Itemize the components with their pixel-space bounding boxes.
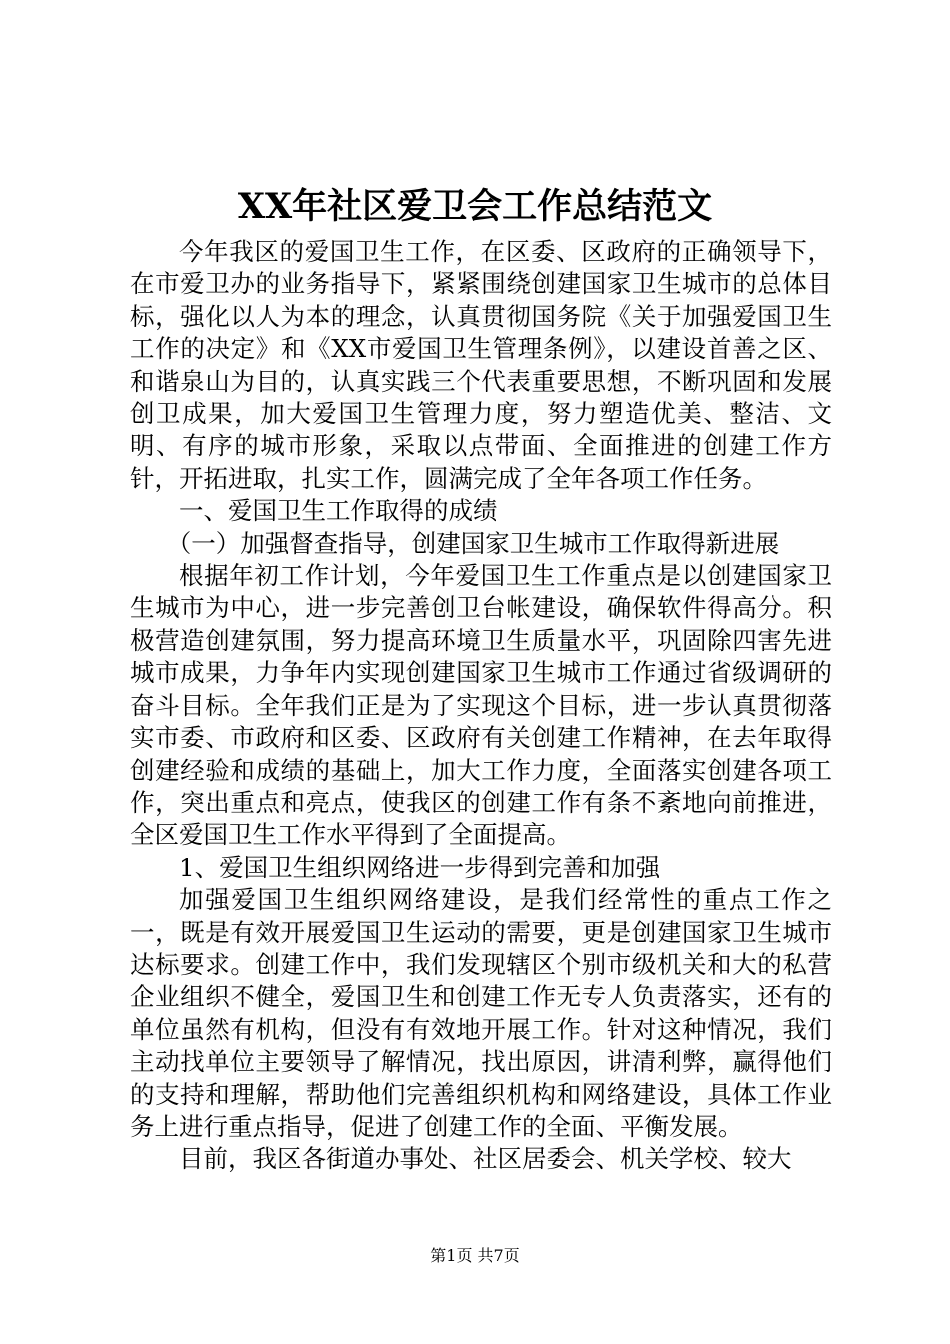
paragraph-organization-network: 加强爱国卫生组织网络建设，是我们经常性的重点工作之一，既是有效开展爱国卫生运动的需要，更是创建国家卫生城市达标要求。创建工作中，我们发现辖区个别市级机关和大的私营企业组织不健全，爱国卫生和创建工作无专人负责落实，还有的单位虽然有机构，但没有有效地开展工作。针对这种情况，我们主动找单位主要领导了解情况，找出原因，讲清利弊，赢得他们的支持和理解，帮助他们完善组织机构和网络建设，具体工作业务上进行重点指导，促进了创建工作的全面、平衡发展。 — [130, 885, 832, 1141]
paragraph-current-status: 目前，我区各街道办事处、社区居委会、机关学校、较大 — [179, 1144, 792, 1174]
document-title: XX年社区爱卫会工作总结范文 — [237, 186, 713, 227]
paragraph-work-plan: 根据年初工作计划，今年爱国卫生工作重点是以创建国家卫生城市为中心，进一步完善创卫台帐建设，确保软件得高分。积极营造创建氛围，努力提高环境卫生质量水平，巩固除四害先进城市成果，力争年内实现创建国家卫生城市工作通过省级调研的奋斗目标。全年我们正是为了实现这个目标，进一步认真贯彻落实市委、市政府和区委、区政府有关创建工作精神，在去年取得创建经验和成绩的基础上，加大工作力度，全面落实创建各项工作，突出重点和亮点，使我区的创建工作有条不紊地向前推进，全区爱国卫生工作水平得到了全面提高。 — [130, 561, 832, 850]
item-heading-1: 1、爱国卫生组织网络进一步得到完善和加强 — [179, 852, 661, 882]
document-body — [130, 236, 832, 1176]
page-number-footer: 第1页 共7页 — [430, 1246, 520, 1265]
paragraph-intro: 今年我区的爱国卫生工作，在区委、区政府的正确领导下，在市爱卫办的业务指导下，紧紧围绕创建国家卫生城市的总体目标，强化以人为本的理念，认真贯彻国务院《关于加强爱国卫生工作的决定》和《XX市爱国卫生管理条例》，以建设首善之区、和谐泉山为目的，认真实践三个代表重要思想，不断巩固和发展创卫成果，加大爱国卫生管理力度，努力塑造优美、整洁、文明、有序的城市形象，采取以点带面、全面推进的创建工作方针，开拓进取，扎实工作，圆满完成了全年各项工作任务。 — [130, 237, 832, 493]
subsection-heading-1: （一）加强督查指导，创建国家卫生城市工作取得新进展 — [166, 528, 780, 558]
section-heading-achievements: 一、爱国卫生工作取得的成绩 — [179, 496, 498, 526]
